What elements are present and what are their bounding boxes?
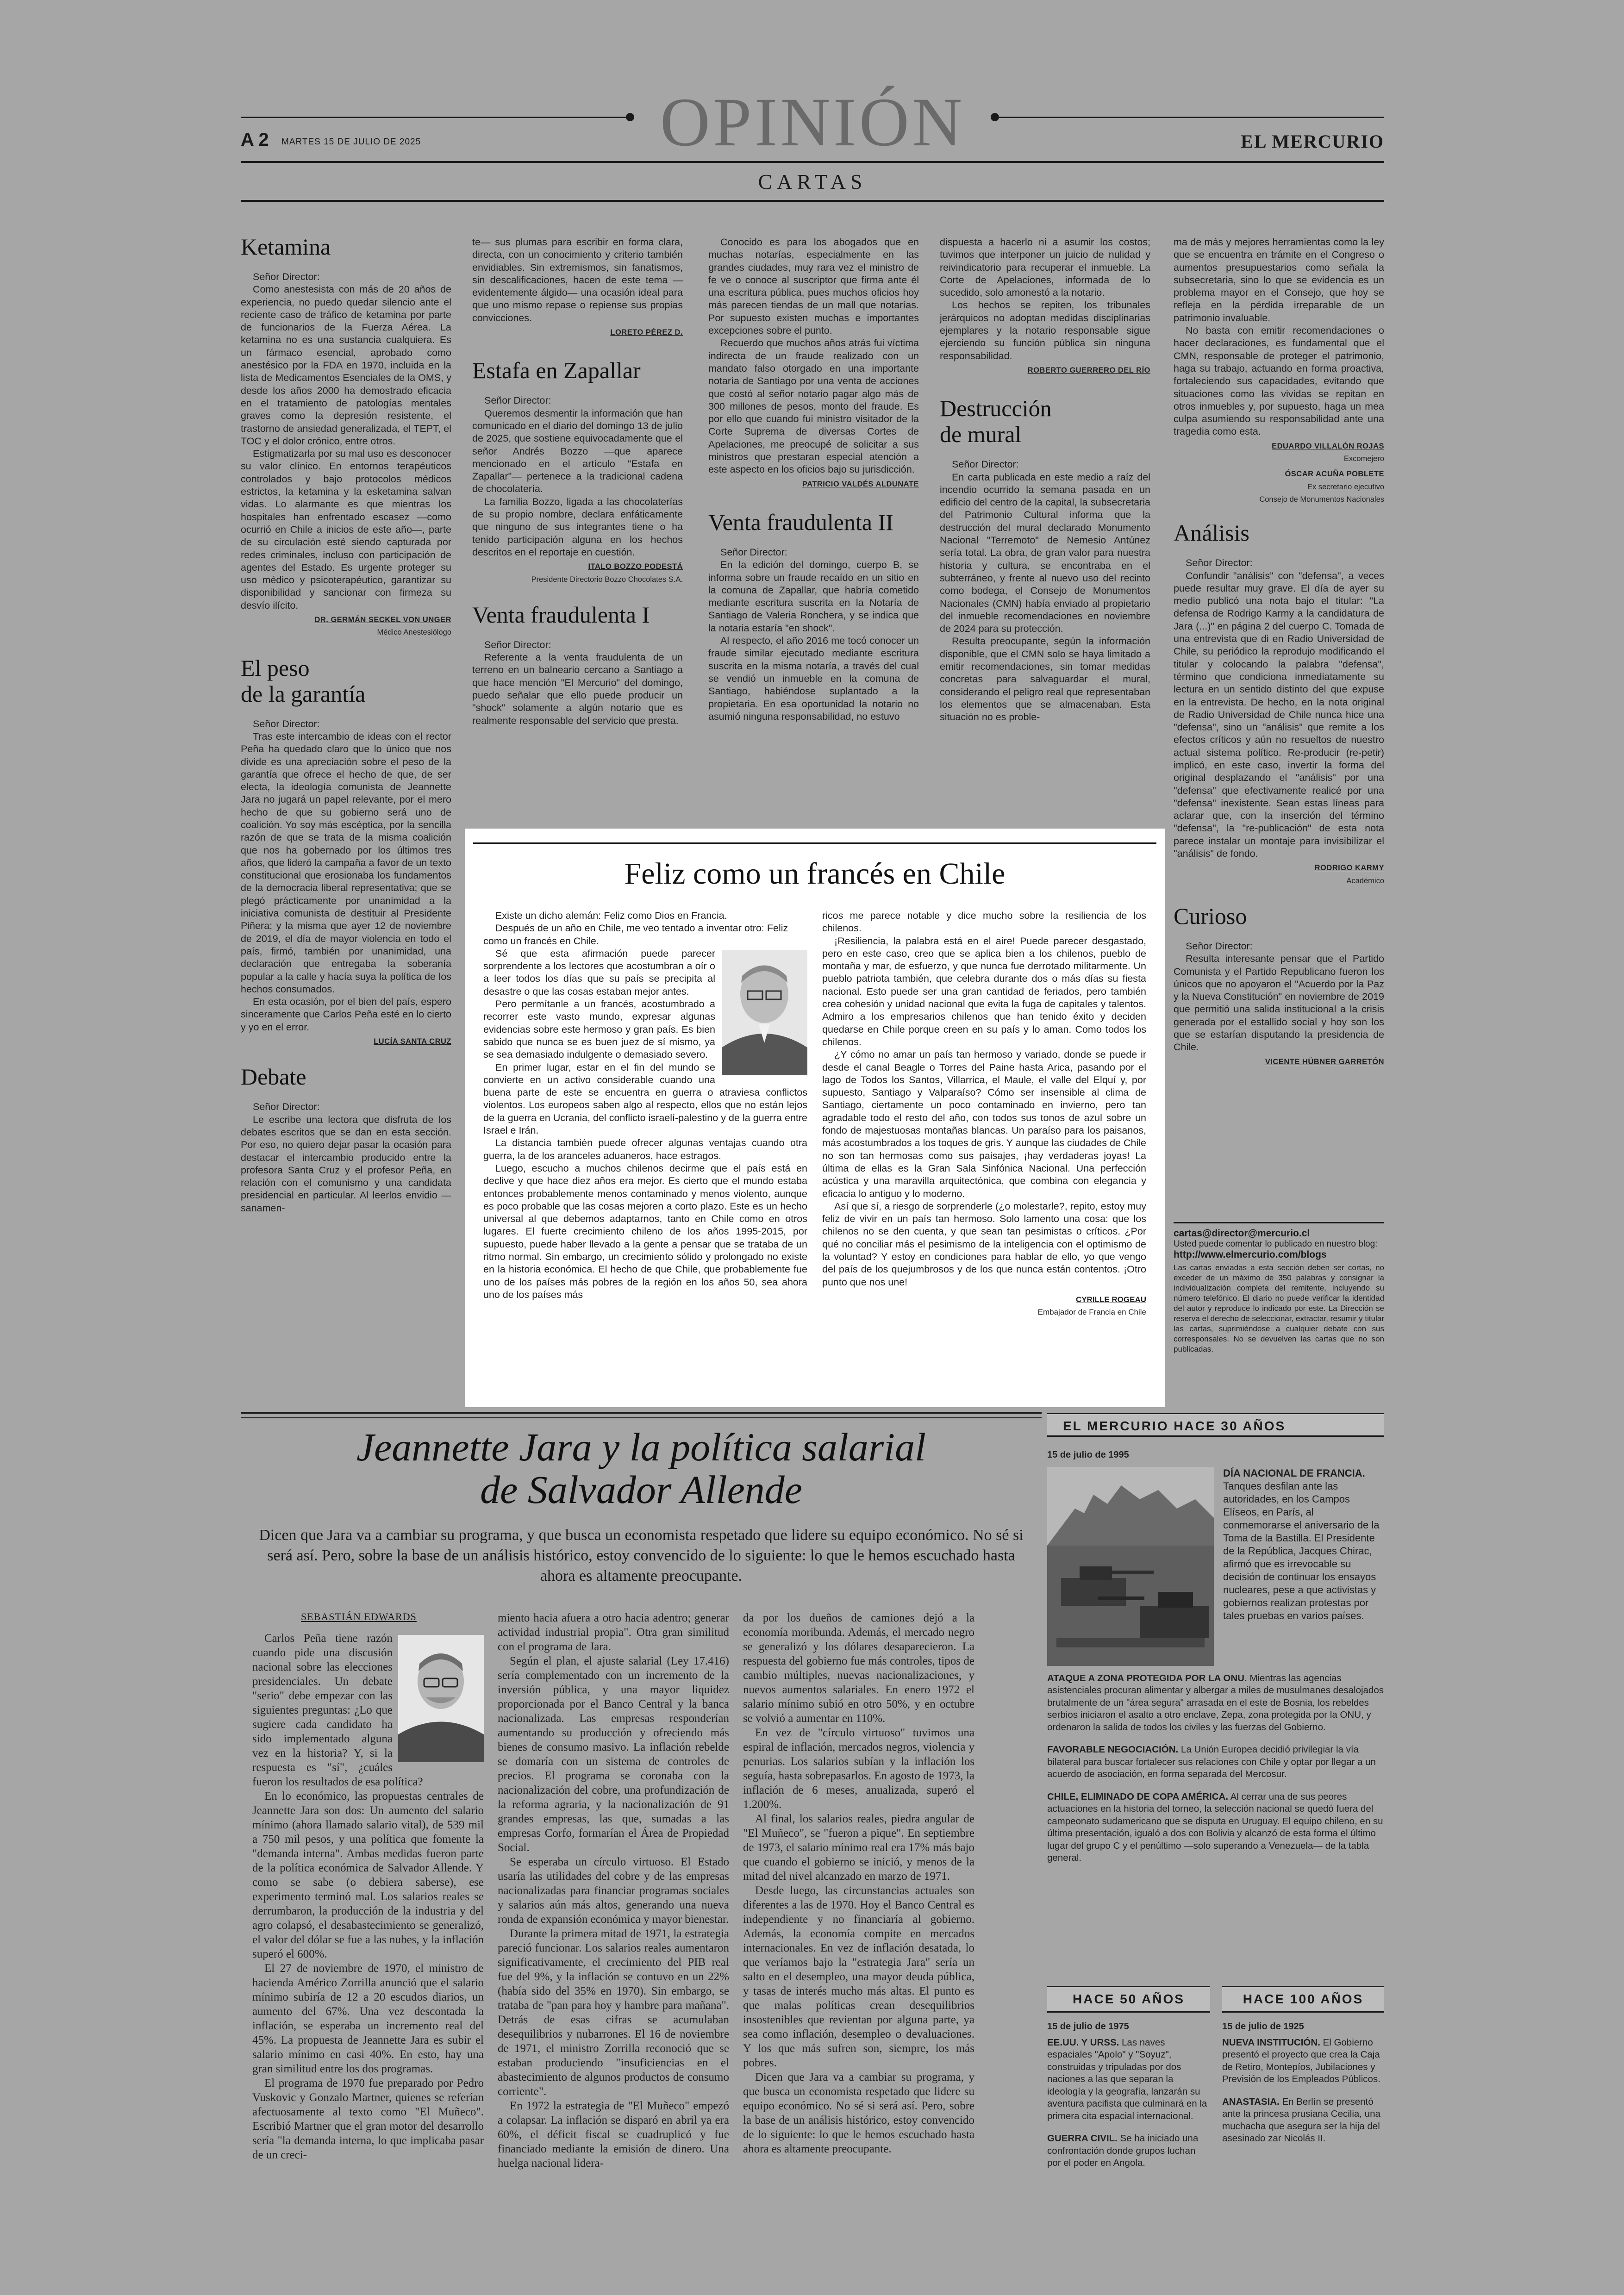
feature-role: Embajador de Francia en Chile — [1037, 1308, 1146, 1317]
header-rule-top — [241, 161, 1384, 163]
letter-paragraph: Le escribe una lectora que disfruta de los debates escritos que se dan en esta sección. Por eso, no quiero dejar pasar la ocasión para destacar el intercambio producido entre la profesora Santa Cruz y el profesor Peña, en relación con el comunismo y una candidata presidencial en particular. Al leerlos envidio —sanamen- — [241, 1114, 451, 1214]
history-item: CHILE, ELIMINADO DE COPA AMÉRICA. Al cerrar una de sus peores actuaciones en la historia del torneo, la selección nacional se quedó fuera del campeonato sudamericano que se disputa en Uruguay. El equipo chileno, en su última presentación, igualó a dos con Bolivia y alcanzó de esta forma el último lugar del grupo C y el penúltimo —solo superando a Venezuela— de la tabla general. — [1047, 1791, 1383, 1863]
history-item: FAVORABLE NEGOCIACIÓN. La Unión Europea decidió privilegiar la vía bilateral para buscar fortalecer sus relaciones con Chile y optar por llegar a un acuerdo de asociación, en forma separada del Mercosur. — [1047, 1744, 1376, 1779]
feature-title: Feliz como un francés en Chile — [624, 857, 1006, 891]
letter-salutation: Señor Director: — [952, 459, 1019, 470]
letter-salutation: Señor Director: — [1186, 940, 1253, 952]
letter-signature: EDUARDO VILLALÓN ROJAS — [1272, 442, 1384, 450]
column-paragraph: Según el plan, el ajuste salarial (Ley 17.416) sería complementado con un incremento de la inversión pública, y una mayor liquidez proporcionada por el Banco Central y la banca nacionalizada. Las empresas responderían aumentando su producción y ofreciendo más bienes de consumo masivo. La inflación rebelde se domaría con un sistema de controles de precios. El programa se coronaba con la nacionalización del cobre, una profundización de la reforma agraria, y la nacionalización de 91 grandes empresas, las que, sumadas a las empresas Corfo, formarían el Área de Propiedad Social. — [498, 1655, 729, 1854]
letter-signature: PATRICIO VALDÉS ALDUNATE — [802, 480, 919, 488]
header-rule-right — [995, 117, 1384, 118]
letter-signature: VICENTE HÜBNER GARRETÓN — [1265, 1057, 1384, 1066]
letter-role: Consejo de Monumentos Nacionales — [1259, 495, 1384, 504]
letter-signature: DR. GERMÁN SECKEL VON UNGER — [314, 616, 451, 624]
letter-paragraph: En carta publicada en este medio a raíz del incendio ocurrido la semana pasada en un edificio del centro de la capital, la subsecretaria del Patrimonio Cultural informa que la destrucción del mural declarado Monumento Nacional "Terremoto" de Nemesio Antúnez sería total. La obra, de gran valor para nuestra historia y cultura, se encontraba en el subterráneo, y frente al nuevo uso del recinto como bodega, el Consejo de Monumentos Nacionales (CMN) había enviado al propietario del inmueble recomendaciones en noviembre de 2024 para su protección. — [940, 471, 1150, 635]
column-paragraph: da por los dueños de camiones dejó a la economía moribunda. Además, el mercado negro se generalizó y los dólares desaparecieron. La respuesta del gobierno fue más controles, tipos de cambio múltiples, nuevas nacionalizaciones, y nuevos aumentos salariales. En enero 1972 el salario mínimo subió en otro 50%, y en octubre se volvió a aumentar en 110%. — [743, 1612, 974, 1725]
letter-title-mural: Destrucción de mural — [940, 395, 1052, 448]
history-band-30: EL MERCURIO HACE 30 AÑOS — [1047, 1413, 1384, 1437]
feature-box — [465, 829, 1165, 1407]
letters-column-3 — [708, 236, 919, 723]
bottom-rule — [241, 1412, 1042, 1414]
letter-title-ketamina: Ketamina — [241, 234, 331, 260]
column-paragraph: Carlos Peña tiene razón cuando pide una discusión nacional sobre las elecciones presidenciales. Un debate "serio" debe empezar con las siguientes preguntas: ¿Lo que sugiere cada candidato ha sido implementado alguna vez en la historia? Y, si la respuesta es "sí", ¿cuáles fueron los resultados de esa política? — [252, 1632, 423, 1788]
letter-salutation: Señor Director: — [253, 1101, 320, 1113]
column-body-2 — [498, 1611, 729, 2170]
feature-paragraph: Existe un dicho alemán: Feliz como Dios en Francia. — [495, 910, 727, 921]
author-portrait-icon — [398, 1635, 484, 1762]
contact-box — [1174, 1222, 1384, 1354]
letter-paragraph: Tras este intercambio de ideas con el rector Peña ha quedado claro que lo único que nos divide es una apreciación sobre el peso de la garantía que ofrece el hecho de que, de ser electa, la ideología comunista de Jeannette Jara no jugará un papel relevante, por el mero hecho de que su gobierno será uno de coalición. Yo soy más escéptica, por la sencilla razón de que se trata de la misma coalición que nos ha gobernado por los últimos tres años, que lideró la campaña a favor de un texto constitucional que erosionaba los fundamentos de la democracia liberal representativa; que se plegó prácticamente por unanimidad a la iniciativa comunista de destituir al Presidente Piñera; y la misma que ayer 12 de noviembre de 2019, el día de mayor violencia en todo el país, firmó, también por unanimidad, una declaración que entregaba la soberanía popular a la calle y hacía suya la política de los hechos consumados. — [241, 730, 451, 995]
letter-paragraph: Al respecto, el año 2016 me tocó conocer un fraude similar ejecutado mediante escritura suscrita en la misma notaría, a través del cual se vendió un inmueble en la comuna de Santiago, habiéndose suplantado a la propietaria. En esa oportunidad la notario no asumió ninguna responsabilidad, no estuvo — [708, 635, 919, 722]
column-paragraph: Se esperaba un círculo virtuoso. El Estado usaría las utilidades del cobre y de las empresas nacionalizadas para financiar programas sociales y salarios aún más altos, generando una nueva ronda de expansión económica y mayor bienestar. — [498, 1856, 729, 1926]
history-item: ANASTASIA. En Berlín se presentó ante la princesa prusiana Cecilia, una muchacha que asegura ser la hija del asesinado zar Nicolás II. — [1222, 2096, 1380, 2144]
letter-paragraph: En la edición del domingo, cuerpo B, se informa sobre un fraude recaído en un sitio en la comuna de Zapallar, que habría cometido mediante escritura suscrita en la Notaría de Santiago de Valeria Ronchera, y se indica que la notaria estaría "en shock". — [708, 559, 919, 634]
feature-paragraph: ricos me parece notable y dice mucho sobre la resiliencia de los chilenos. — [822, 910, 1146, 934]
history-item: DÍA NACIONAL DE FRANCIA. Tanques desfilan ante las autoridades, en los Campos Elíseos, en París, al conmemorarse el aniversario de la Toma de la Bastilla. El Presidente de la República, Jacques Chirac, afirmó que es irrevocable su decisión de continuar los ensayos nucleares, pese a que activistas y gobiernos realizan protestas por tales pruebas en varios países. — [1223, 1467, 1380, 1621]
history-50-section — [1047, 2021, 1210, 2180]
history-date: 15 de julio de 1975 — [1047, 2021, 1129, 2032]
column-paragraph: Durante la primera mitad de 1971, la estrategia pareció funcionar. Los salarios reales aumentaron significativamente, el crecimiento del PIB real fue del 9%, y la inflación se contuvo en un 22% (había sido del 35% en 1970). Sin embargo, se trataba de "pan para hoy y hambre para mañana". Detrás de esas cifras se acumulaban desequilibrios y nubarrones. El 16 de noviembre de 1971, el ministro Zorrilla reconoció que se estaban produciendo "insuficiencias en el abastecimiento de algunos productos de consumo corriente". — [498, 1927, 729, 2098]
newspaper-name: EL MERCURIO — [1241, 131, 1384, 152]
letter-paragraph: te— sus plumas para escribir en forma clara, directa, con un conocimiento y criterio también envidiables. Sin extremismos, sin fanatismos, sin descalificaciones, hacen de este tema —evidentemente álgido— una ocasión ideal para que uno mismo repase o repiense sus propias convicciones. — [472, 237, 683, 324]
letter-salutation: Señor Director: — [253, 718, 320, 730]
column-paragraph: Desde luego, las circunstancias actuales son diferentes a las de 1970. Hoy el Banco Central es independiente y no financiaría al gobierno. Además, la economía compite en mercados internacionales. En vez de inflación desatada, lo que veríamos bajo la "estrategia Jara" sería un salto en el desempleo, una mayor deuda pública, y tasas de interés mucho más altas. El punto es que malas políticas crean desequilibrios insostenibles que revientan por alguna parte, ya sea como inflación, desempleo o devaluaciones. Y los que más sufren son, siempre, los más pobres. — [743, 1884, 974, 2069]
history-date: 15 de julio de 1995 — [1047, 1450, 1129, 1460]
letter-paragraph: No basta con emitir recomendaciones o hacer declaraciones, es fundamental que el CMN, responsable de proteger el patrimonio, haga su trabajo, actuando en forma proactiva, fortaleciendo sus capacidades, evitando que situaciones como las vividas se repitan en otros inmuebles y, por supuesto, haga un mea culpa asumiendo su responsabilidad ante una tragedia como esta. — [1174, 325, 1384, 437]
history-band-100: HACE 100 AÑOS — [1222, 1986, 1384, 2013]
letter-title-debate: Debate — [241, 1064, 306, 1090]
letter-signature: ITALO BOZZO PODESTÁ — [588, 562, 683, 571]
column-author: SEBASTIÁN EDWARDS — [301, 1611, 417, 1622]
feature-signature: CYRILLE ROGEAU — [1075, 1295, 1146, 1304]
letter-role: Académico — [1346, 876, 1384, 885]
letter-role: Médico Anestesiólogo — [377, 628, 451, 637]
letter-title-peso: El peso de la garantía — [241, 655, 366, 707]
tank-parade-photo-icon — [1047, 1467, 1214, 1666]
letter-paragraph: Queremos desmentir la información que han comunicado en el diario del domingo 13 de julio de 2025, que sostiene equivocadamente que el señor Andrés Bozzo —que aparece mencionado en el artículo "Estafa en Zapallar"— pertenece a la tradicional cadena de chocolatería. — [472, 407, 683, 495]
letters-column-5 — [1174, 236, 1384, 1068]
column-paragraph: En vez de "círculo virtuoso" tuvimos una espiral de inflación, mercados negros, violencia y penurias. Los salarios subían y la inflación los seguía, hasta sobrepasarlos. En agosto de 1973, la inflación de 6 meses, anualizada, superó el 1.200%. — [743, 1727, 974, 1811]
letter-signature: LORETO PÉREZ D. — [610, 328, 683, 337]
feature-paragraph: ¡Resiliencia, la palabra está en el aire! Puede parecer desgastado, pero en este caso, creo que se aplica bien a los chilenos, pueblo de montaña y mar, de esfuerzo, y que nunca fue derrotado militarmente. Un pueblo patriota también, que celebra durante dos o más días su fiesta nacional. Esto puede ser una gran cantidad de feriados, pero también crea cohesión y unidad nacional que evita la fuga de capitales y talentos. Admiro a los empresarios chilenos que han tenido éxito y deciden quedarse en Chile porque creen en su país y lo aman. Como todos los chilenos. — [822, 935, 1146, 1048]
letter-paragraph: Confundir "análisis" con "defensa", a veces puede resultar muy grave. El día de ayer su medio publicó una nota bajo el titular: "La defensa de Rodrigo Karmy a la candidatura de Jara (...)" en página 2 del cuerpo C. Tomada de una entrevista que di en Radio Universidad de Chile, su periódico la reprodujo modificando el titular y colocando la palabra "defensa", término que condiciona inmediatamente su lectura en un sentido distinto del que expuse en la entrevista. De hecho, en la nota original de Radio Universidad de Chile nunca hice una "defensa", sino un "análisis" que remite a los efectos críticos y aún no resueltos de nuestro actual sistema político. Re-producir (re-petir) implicó, en este caso, invertir la forma del original desplazando el "análisis" por una "defensa" que efectivamente realicé por una "defensa" inexistente. Sean estas líneas para aclarar que, con la inserción del término "defensa", la "re-publicación" de esta nota parece instalar un montaje para invisibilizar el "análisis" de fondo. — [1174, 570, 1384, 860]
letter-paragraph: Como anestesista con más de 20 años de experiencia, no puedo quedar silencio ante el reciente caso de tráfico de ketamina por parte de funcionarios de la Fuerza Aérea. La ketamina no es una sustancia cualquiera. Es un fármaco esencial, aprobado como anestésico por la FDA en 1970, incluida en la lista de Medicamentos Esenciales de la OMS, y desde los años 2000 ha demostrado eficacia en el tratamiento de patologías mentales graves como la depresión resistente, el trastorno de ansiedad generalizada, el TEPT, el TOC y el dolor crónico, entre otros. — [241, 284, 451, 447]
column-title: Jeannette Jara y la política salarial de Salvador Allende — [356, 1425, 926, 1512]
history-100-section — [1222, 2021, 1384, 2155]
contact-note: Usted puede comentar lo publicado en nuestro blog: — [1174, 1239, 1378, 1249]
history-30-section — [1047, 1449, 1384, 1875]
letter-paragraph: dispuesta a hacerlo ni a asumir los costos; tuvimos que interponer un juicio de nulidad y reivindicatorio para recuperar el inmueble. La Corte de Apelaciones, informada de lo sucedido, solo amonestó a la notario. — [940, 237, 1150, 299]
column-paragraph: El 27 de noviembre de 1970, el ministro de hacienda Américo Zorrilla anunció que el salario mínimo subiría de 12 a 20 escudos diarios, un aumento del 67%. Una vez descontada la inflación, se esperaba un incremento real del 45%. La propuesta de Jeannette Jara es subir el salario mínimo en casi 40%. En esto, hay una gran similitud entre los dos programas. — [252, 1962, 484, 2075]
letters-column-4 — [940, 236, 1150, 724]
contact-email[interactable]: cartas@director@mercurio.cl — [1174, 1228, 1310, 1239]
feature-paragraph: Luego, escucho a muchos chilenos decirme que el país está en declive y que hace diez años era mejor. Es cierto que el mundo estaba entonces probablemente menos contaminado y menos violento, aunque es poco probable que las cosas mejoren a corto plazo. Este es un hecho universal al que debemos adaptarnos, tanto en Chile como en otros lugares. El fuerte crecimiento chileno de los años 1995-2015, por supuesto, puede haber llevado a la gente a pensar que se trataba de un ritmo normal. Sin embargo, un crecimiento sólido y prolongado no existe en la historia económica. El hecho de que Chile, que probablemente fue uno de los países más pobres de la región en los años 50, sea ahora uno de los países más — [483, 1162, 807, 1300]
page-number: A 2 — [241, 130, 269, 150]
letter-paragraph: Conocido es para los abogados que en muchas notarías, especialmente en las grandes ciudades, muy rara vez el ministro de fe ve o conoce al suscriptor que firma ante él una escritura pública, pues muchos oficios hoy más parecen tiendas de un mall que notarías. Por supuesto existen muchas e importantes excepciones sobre el punto. — [708, 237, 919, 337]
letter-signature: ROBERTO GUERRERO DEL RÍO — [1027, 366, 1150, 374]
page-date: MARTES 15 DE JULIO DE 2025 — [281, 137, 421, 147]
letter-role: Excomejero — [1343, 455, 1384, 463]
column-paragraph: Al final, los salarios reales, piedra angular de "El Muñeco", se "fueron a pique". En septiembre de 1973, el salario mínimo real era 17% más bajo que cuando el gobierno se inició, y menos de la mitad del nivel alcanzado en marzo de 1971. — [743, 1813, 974, 1883]
contact-rules: Las cartas enviadas a esta sección deben ser cortas, no exceder de un máximo de 350 palabras y consignar la individualización completa del remitente, incluyendo su número telefónico. El diario no puede verificar la identidad del autor y reproduce lo indicado por este. La Dirección se reserva el derecho de seleccionar, extractar, resumir y titular las cartas, suprimiéndose a cualquier debate con sus corresponsales. No se devuelven las cartas que no son publicadas. — [1174, 1263, 1384, 1353]
header-dot-left — [626, 113, 634, 121]
column-paragraph: Dicen que Jara va a cambiar su programa, y que busca un economista respetado que lidere su equipo económico. No sé si será así. Pero, sobre la base de un análisis histórico, estoy convencido de lo siguiente: lo que le hemos escuchado hasta ahora es altamente preocupante. — [743, 2071, 974, 2155]
feature-paragraph: ¿Y cómo no amar un país tan hermoso y variado, donde se puede ir desde el canal Beagle o Torres del Paine hasta Arica, pasando por el lago de Todos los Santos, Villarrica, el Maule, el valle del Elquí y, por supuesto, Santiago y Valparaíso? Cómo ser insensible al clima de Santiago, ciertamente un poco contaminado en invierno, pero tan agradable todo el resto del año, con todos sus tonos de azul sobre un fondo de majestuosas montañas blancas. Un paraíso para los paisanos, más acostumbrados a los toques de gris. Y aunque las ciudades de Chile no son tan hermosas como sus paisajes, ¡hay verdaderas joyas! La última de ellas es la Gran Sala Sinfónica Nacional. Una perfección acústica y una maravilla arquitectónica, que combina con elegancia y eficacia lo antiguo y lo moderno. — [822, 1049, 1146, 1199]
letter-paragraph: En esta ocasión, por el bien del país, espero sinceramente que Carlos Peña esté en lo cierto y yo en el error. — [241, 996, 451, 1033]
letter-signature: RODRIGO KARMY — [1314, 864, 1384, 873]
bottom-rule-thin — [241, 1417, 1042, 1418]
author-portrait-icon — [722, 950, 807, 1075]
letter-paragraph: La familia Bozzo, ligada a las chocolaterías de su propio nombre, declara enfáticamente que ninguno de sus integrantes tiene o ha tenido participación alguna en los hechos descritos en el reportaje en cuestión. — [472, 496, 683, 558]
history-item: NUEVA INSTITUCIÓN. El Gobierno presentó el proyecto que crea la Caja de Retiro, Montepíos, Jubilaciones y Previsión de los Empleados Públicos. — [1222, 2037, 1380, 2084]
history-item: EE.UU. Y URSS. Las naves espaciales "Apolo" y "Soyuz", construidas y tripuladas por dos naciones a las que separan la ideología y la geografía, lanzarán su aventura pacifista que culminará en la primera cita espacial internacional. — [1047, 2037, 1207, 2121]
letter-paragraph: Los hechos se repiten, los tribunales jerárquicos no adoptan medidas disciplinarias ejemplares y la notario responsable sigue ejerciendo su función pública sin ninguna responsabilidad. — [940, 299, 1150, 362]
letters-column-2 — [472, 236, 683, 727]
history-item: GUERRA CIVIL. Se ha iniciado una confrontación donde grupos luchan por el poder en Angola. — [1047, 2133, 1199, 2168]
letter-title-estafa: Estafa en Zapallar — [472, 357, 641, 384]
letter-signature: ÓSCAR ACUÑA POBLETE — [1285, 470, 1384, 479]
subsection-title: CARTAS — [758, 170, 867, 193]
letter-signature: LUCÍA SANTA CRUZ — [374, 1037, 451, 1046]
letter-salutation: Señor Director: — [484, 639, 551, 650]
feature-paragraph: Pero permítanle a un francés, acostumbrado a recorrer este vasto mundo, expresar algunas evidencias sobre este hermoso y gran país. Es bien sabido que nunca se es buen juez de sí mismo, ya se sea demasiado indulgente o demasiado severo. — [483, 998, 715, 1060]
letter-salutation: Señor Director: — [720, 546, 787, 558]
blog-link[interactable]: http://www.elmercurio.com/blogs — [1174, 1249, 1327, 1260]
letter-title-curioso: Curioso — [1174, 903, 1247, 929]
feature-column-right — [822, 910, 1146, 1319]
feature-paragraph: Así que sí, a riesgo de sorprenderle (¿o molestarle?, repito, estoy muy feliz de vivir en un país tan hermoso. Solo lamento una cosa: que los chilenos no se den cuenta, y que sean tan pesimistas o críticos. ¿Por qué no conciliar más el pesimismo de la inteligencia con el optimismo de la voluntad? Y estoy en condiciones para hablar de ello, yo que vengo del país de los quejumbrosos y de los que nunca están contentos. ¡Otro punto que nos une! — [822, 1200, 1146, 1288]
letter-role: Presidente Directorio Bozzo Chocolates S.A. — [531, 575, 683, 584]
feature-paragraph: En primer lugar, estar en el fin del mundo se convierte en un activo considerable cuando una buena parte de este se encuentra en guerra o atraviesa conflictos violentos. Los europeos saben algo al respecto, ellos que no están lejos de la guerra en Ucrania, del conflicto israelí-palestino y de la guerra entre Israel e Irán. — [483, 1061, 807, 1136]
feature-paragraph: Sé que esta afirmación puede parecer sorprendente a los lectores que acostumbran a oír o a leer todos los días que su país se precipita al desastre o que las cosas estaban mejor antes. — [483, 948, 715, 997]
column-body-3 — [743, 1611, 974, 2156]
letter-paragraph: Referente a la venta fraudulenta de un terreno en un balneario cercano a Santiago a que hace mención "El Mercurio" del domingo, puedo señalar que ello puede producir un "shock" solamente a algún notario que es realmente responsable del servicio que presta. — [472, 652, 683, 726]
feature-paragraph: La distancia también puede ofrecer algunas ventajas cuando otra guerra, la de los aranceles aduaneros, hace estragos. — [483, 1137, 807, 1161]
feature-paragraph: Después de un año en Chile, me veo tentado a inventar otro: Feliz como un francés en Chile. — [483, 923, 788, 947]
letters-column-1 — [241, 234, 451, 1215]
column-paragraph: El programa de 1970 fue preparado por Pedro Vuskovic y Gonzalo Martner, quienes se referían afectuosamente al texto como "El Muñeco". Escribió Martner que el gran motor del desarrollo sería "la demanda interna, lo que implicaba pasar de un creci- — [252, 2077, 484, 2161]
history-date: 15 de julio de 1925 — [1222, 2021, 1304, 2032]
section-title: OPINIÓN — [660, 84, 965, 161]
column-paragraph: miento hacia afuera a otro hacia adentro; generar actividad industrial propia". Otra gran similitud con el programa de Jara. — [498, 1612, 729, 1653]
feature-rule — [473, 842, 1156, 844]
letter-paragraph: Recuerdo que muchos años atrás fui víctima indirecta de un fraude realizado con un mandato falso otorgado en una importante notaría de Santiago por una venta de acciones que costó al señor notario pagar algo más de 300 millones de pesos, monto del fraude. Es por ello que cuando fui ministro visitador de la Corte Suprema de diversas Cortes de Apelaciones, me preocupé de solicitar a sus ministros que prestaran especial atención a este aspecto en los oficios bajo su jurisdicción. — [708, 337, 919, 475]
header-rule-left — [241, 117, 630, 118]
header-dot-right — [991, 113, 999, 121]
history-band-50: HACE 50 AÑOS — [1047, 1986, 1210, 2013]
feature-column-left — [483, 910, 807, 1301]
letter-title-venta-2: Venta fraudulenta II — [708, 509, 893, 535]
letter-salutation: Señor Director: — [1186, 557, 1253, 569]
letter-role: Ex secretario ejecutivo — [1307, 482, 1384, 491]
column-paragraph: En lo económico, las propuestas centrales de Jeannette Jara son dos: Un aumento del salario mínimo (ahora llamado salario vital), de 539 mil a 750 mil pesos, y una política que fomente la "demanda interna". Ambas medidas fueron parte de la política económica de Salvador Allende. Y como se sabe (o debiera saberse), ese experimento terminó mal. Los salarios reales se derrumbaron, la producción de la industria y del agro colapsó, el desabastecimiento se generalizó, el valor del dólar se fue a las nubes, y la inflación superó el 600%. — [252, 1790, 484, 1960]
header-rule-bottom — [241, 200, 1384, 202]
column-lead: Dicen que Jara va a cambiar su programa, y que busca un economista respetado que lidere su equipo económico. No sé si será así. Pero, sobre la base de un análisis histórico, estoy convencido de lo siguiente: lo que le hemos escuchado hasta ahora es altamente preocupante. — [259, 1527, 1024, 1584]
column-paragraph: En 1972 la estrategia de "El Muñeco" empezó a colapsar. La inflación se disparó en abril ya era 60%, el déficit fiscal se cuadruplicó y fue financiado mediante la emisión de dinero. Una huelga nacional lidera- — [498, 2100, 729, 2170]
letter-salutation: Señor Director: — [253, 271, 320, 282]
letter-paragraph: Resulta preocupante, según la información disponible, que el CMN solo se haya limitado a emitir recomendaciones, sin tomar medidas concretas para salvaguardar el mural, considerando el peligro real que representaban los elementos que se almacenaban. Esta situación no es proble- — [940, 636, 1150, 723]
letter-paragraph: Estigmatizarla por su mal uso es desconocer su valor clínico. En entornos terapéuticos controlados y bajo protocolos médicos estrictos, la ketamina y la esketamina salvan vidas. Lo alarmante es que mientras los hospitales han enfrentado escasez —como ocurrió en Chile a inicios de este año—, parte de su circulación esté siendo capturada por redes criminales, incluso con participación de agentes del Estado. Es urgente proteger su uso médico y psicoterapéutico, garantizar su disponibilidad y sancionar con firmeza su desvío ilícito. — [241, 448, 451, 611]
column-body-1 — [252, 1611, 484, 2162]
letter-paragraph: Resulta interesante pensar que el Partido Comunista y el Partido Republicano fueron los únicos que no apoyaron el "Acuerdo por la Paz y la Nueva Constitución" en noviembre de 2019 que permitió una salida institucional a la crisis generada por el estallido social y hoy son los que se estarían disputando la presidencia de Chile. — [1174, 953, 1384, 1053]
letter-title-analisis: Análisis — [1174, 520, 1249, 546]
history-item: ATAQUE A ZONA PROTEGIDA POR LA ONU. Mientras las agencias asistenciales procuran alimentar y albergar a miles de musulmanes desalojados brutalmente de un "área segura" arrasada en el este de Bosnia, los rebeldes serbios iniciaron el asalto a otro enclave, Zepa, zona protegida por la ONU, y ordenaron la salida de todos los civiles y las fuerzas del Gobierno. — [1047, 1672, 1384, 1733]
letter-salutation: Señor Director: — [484, 395, 551, 406]
letter-title-venta-1: Venta fraudulenta I — [472, 601, 650, 628]
letter-paragraph: ma de más y mejores herramientas como la ley que se encuentra en trámite en el Congreso o aumentos presupuestarios como señala la subsecretaria, sino lo que se evidencia es un problema mayor en el Consejo, que hoy se refleja en la pérdida irreparable de un patrimonio invaluable. — [1174, 237, 1384, 324]
